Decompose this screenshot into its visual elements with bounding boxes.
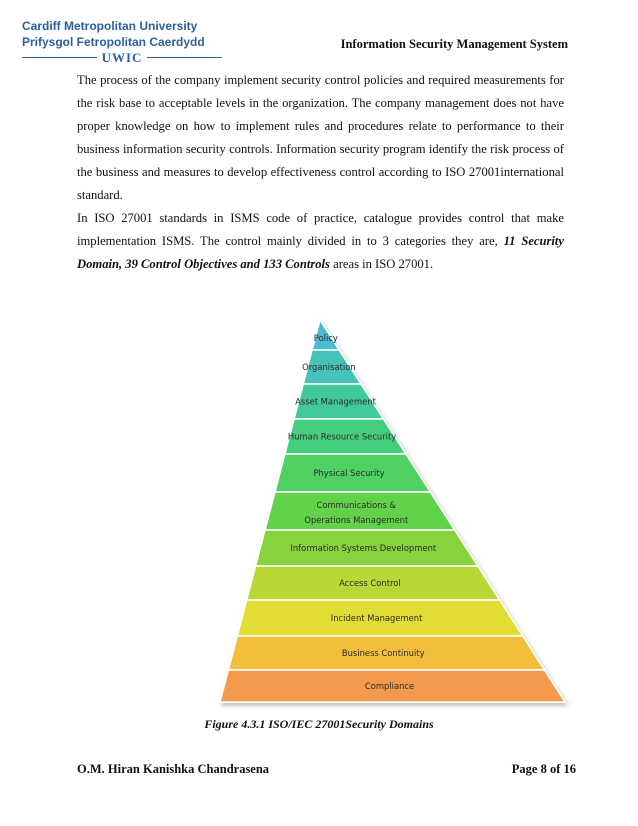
pyramid-tier-label: Information Systems Development (290, 543, 437, 553)
logo-rule-left (22, 57, 97, 58)
paragraph-2-text-b: areas in ISO 27001. (329, 257, 434, 271)
pyramid-tier-label: Physical Security (313, 468, 385, 478)
paragraph-2-text-a: In ISO 27001 standards in ISMS code of practice, catalogue provides control that make implementation ISMS. The control mainly divided in to 3 categories they are, (77, 211, 564, 248)
figure-caption: Figure 4.3.1 ISO/IEC 27001Security Domains (204, 717, 434, 731)
logo-line-welsh: Prifysgol Fetropolitan Caerdydd (22, 35, 205, 49)
logo-mark: UWIC (101, 50, 143, 65)
pyramid-tier-label: Human Resource Security (287, 431, 397, 442)
footer-author: O.M. Hiran Kanishka Chandrasena (77, 762, 270, 776)
paragraph-1: The process of the company implement security control policies and required measurements for the risk base to acceptable levels in the organization. The company management does not have proper knowledge on how to implement rules and procedures relate to performance to their business information security controls. Information security program identify the risk process of the business and measures to develop effectiveness control according to ISO 27001international standard. (77, 73, 564, 202)
security-domains-pyramid (220, 318, 590, 710)
pyramid-tier-label: Organisation (302, 362, 356, 372)
pyramid-tier-label: Policy (313, 333, 338, 343)
footer-page-number: Page 8 of 16 (511, 762, 576, 776)
pyramid-tier-label: Compliance (364, 681, 415, 691)
pyramid-tier-label: Communications & (316, 500, 397, 510)
logo-mark-row (22, 51, 222, 64)
logo-rule-right (147, 57, 222, 58)
document-header-title: Information Security Management System (340, 37, 568, 51)
paragraph-2 (77, 207, 564, 276)
pyramid-tier-label: Operations Management (304, 515, 409, 525)
pyramid-tier-label: Incident Management (330, 613, 423, 623)
university-logo (22, 18, 222, 64)
paragraph-2-emphasis: 11 Security Domain, 39 Control Objectives and 133 Controls (77, 234, 564, 271)
pyramid-tier-label: Asset Management (295, 396, 376, 407)
pyramid-tier-label: Business Continuity (341, 648, 425, 658)
logo-line-english: Cardiff Metropolitan University (22, 19, 198, 33)
pyramid-tier-label: Access Control (339, 578, 401, 588)
